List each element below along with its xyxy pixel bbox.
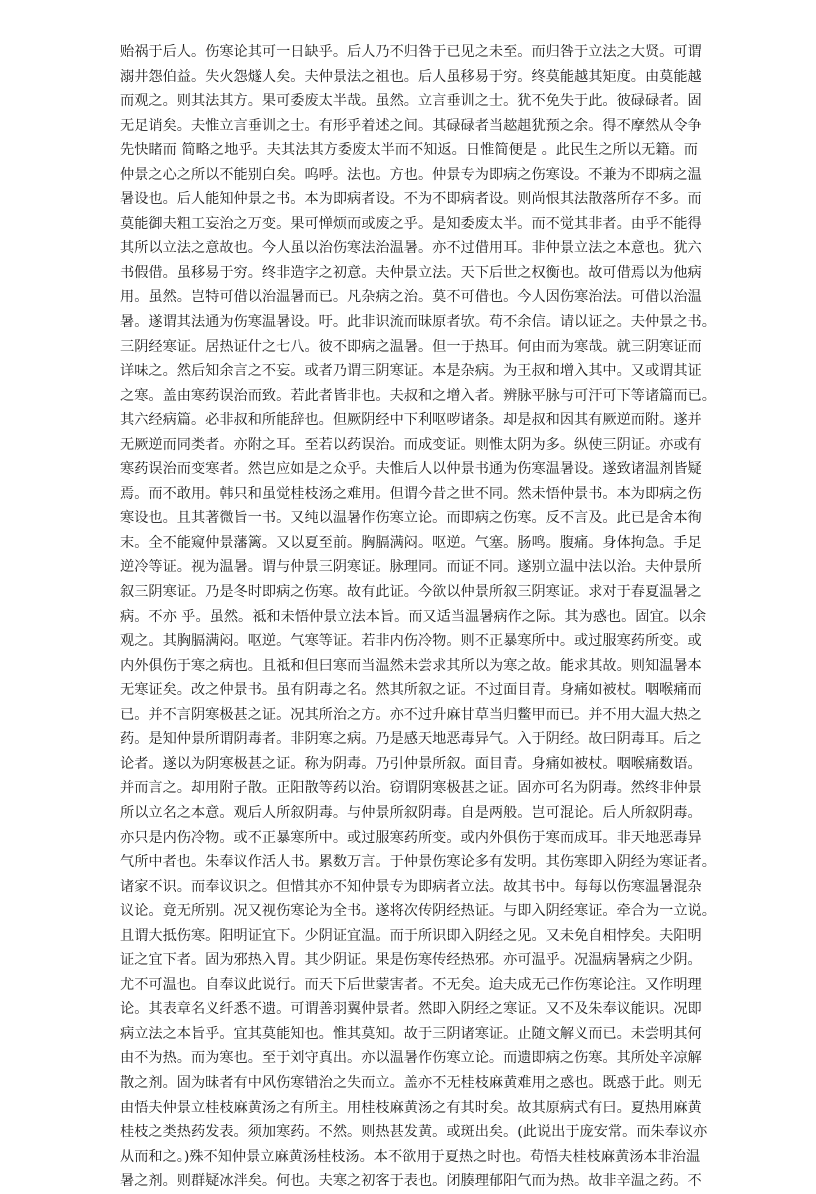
text-line: 逆冷等证。视为温暑。谓与仲景三阴寒证。脉理同。而证不同。遂别立温中法以治。夫仲景所 bbox=[120, 559, 702, 576]
text-line: 其所以立法之意故也。今人虽以治伤寒法治温暑。亦不过借用耳。非仲景立法之本意也。犹六 bbox=[120, 240, 702, 257]
text-line: 溺井怨伯益。失火怨燧人矣。夫仲景法之祖也。后人虽移易于穷。终莫能越其矩度。由莫能越 bbox=[120, 68, 702, 85]
text-line: 叙三阴寒证。乃是冬时即病之伤寒。故有此证。今欲以仲景所叙三阴寒证。求对于春夏温暑之 bbox=[120, 584, 702, 601]
text-line: 无厥逆而同类者。亦附之耳。至若以药误治。而成变证。则惟太阴为多。纵使三阴证。亦或有 bbox=[120, 436, 702, 453]
text-line: 证之宜下者。固为邪热入胃。其少阴证。果是伤寒传经热邪。亦可温乎。况温病暑病之少阴。 bbox=[120, 952, 702, 969]
text-line: 诸家不识。而奉议识之。但惜其亦不知仲景专为即病者立法。故其书中。每每以伤寒温暑混杂 bbox=[120, 878, 702, 895]
text-line: 仲景之心之所以不能别白矣。呜呼。法也。方也。仲景专为即病之伤寒设。不兼为不即病之温 bbox=[120, 166, 702, 183]
text-line: 已。并不言阴寒极甚之证。况其所治之方。亦不过升麻甘草当归鳖甲而已。并不用大温大热之 bbox=[120, 706, 702, 723]
text-line: 无足诮矣。夫惟立言垂训之士。有形乎着述之间。其碌碌者当趑趄犹预之余。得不摩然从令争 bbox=[120, 117, 702, 134]
text-line: 之寒。盖由寒药误治而致。若此者皆非也。夫叔和之增入者。辨脉平脉与可汗可下等诸篇而已。 bbox=[120, 387, 716, 404]
text-line: 详味之。然后知余言之不妄。或者乃谓三阴寒证。本是杂病。为王叔和增入其中。又或谓其证 bbox=[120, 363, 702, 380]
text-line: 而观之。则其法其方。果可委废太半哉。虽然。立言垂训之士。犹不免失于此。彼碌碌者。固 bbox=[120, 93, 702, 110]
text-line: 其六经病篇。必非叔和所能辞也。但厥阴经中下利呕哕诸条。却是叔和因其有厥逆而附。遂并 bbox=[120, 412, 702, 429]
text-line: 论。其表章名义纤悉不遗。可谓善羽翼仲景者。然即入阴经之寒证。又不及朱奉议能识。况即 bbox=[120, 1001, 702, 1018]
text-line: 由悟夫仲景立桂枝麻黄汤之有所主。用桂枝麻黄汤之有其时矣。故其原病式有曰。夏热用麻黄 bbox=[120, 1099, 702, 1116]
text-line: 散之剂。固为昧者有中风伤寒错治之失而立。盖亦不无桂枝麻黄难用之惑也。既惑于此。则无 bbox=[120, 1074, 702, 1091]
text-line: 病立法之本旨乎。宜其莫能知也。惟其莫知。故于三阴诸寒证。止随文解义而已。未尝明其何 bbox=[120, 1025, 702, 1042]
text-line: 议论。竟无所别。况又视伤寒论为全书。遂将次传阴经热证。与即入阴经寒证。牵合为一立说。 bbox=[120, 903, 716, 920]
text-line: 亦只是内伤冷物。或不正暴寒所中。或过服寒药所变。或内外俱伤于寒而成耳。非天地恶毒异 bbox=[120, 829, 702, 846]
text-line: 三阴经寒证。居热证什之七八。彼不即病之温暑。但一于热耳。何由而为寒哉。就三阴寒证而 bbox=[120, 338, 702, 355]
text-line: 桂枝之类热药发表。须加寒药。不然。则热甚发黄。或斑出矣。(此说出于庞安常。而朱奉议亦 bbox=[120, 1124, 708, 1141]
text-line: 从而和之。)殊不知仲景立麻黄汤桂枝汤。本不欲用于夏热之时也。苟悟夫桂枝麻黄汤本非治温 bbox=[120, 1148, 701, 1165]
text-line: 无寒证矣。改之仲景书。虽有阴毒之名。然其所叙之证。不过面目青。身痛如被杖。咽喉痛而 bbox=[120, 682, 702, 699]
text-line: 尤不可温也。自奉议此说行。而天下后世蒙害者。不无矣。迨夫成无己作伤寒论注。又作明理 bbox=[120, 976, 702, 993]
text-line: 论者。遂以为阴寒极甚之证。称为阴毒。乃引仲景所叙。面目青。身痛如被杖。咽喉痛数语。 bbox=[120, 755, 702, 772]
text-line: 且谓大抵伤寒。阳明证宜下。少阴证宜温。而于所识即入阴经之见。又未免自相悖矣。夫阳明 bbox=[120, 927, 702, 944]
document-page bbox=[120, 40, 716, 1190]
text-line: 药。是知仲景所谓阴毒者。非阴寒之病。乃是感天地恶毒异气。入于阴经。故曰阴毒耳。后之 bbox=[120, 731, 702, 748]
text-line: 并而言之。却用附子散。正阳散等药以治。窃谓阴寒极甚之证。固亦可名为阴毒。然终非仲景 bbox=[120, 780, 702, 797]
text-line: 用。虽然。岂特可借以治温暑而已。凡杂病之治。莫不可借也。今人因伤寒治法。可借以治温 bbox=[120, 289, 702, 306]
text-line: 所以立名之本意。观后人所叙阴毒。与仲景所叙阴毒。自是两般。岂可混论。后人所叙阴毒。 bbox=[120, 804, 702, 821]
text-line: 病。不亦 乎。虽然。祗和未悟仲景立法本旨。而又适当温暑病作之际。其为惑也。固宜。以余 bbox=[120, 608, 707, 625]
text-line: 气所中者也。朱奉议作活人书。累数万言。于仲景伤寒论多有发明。其伤寒即入阴经为寒证者。 bbox=[120, 854, 716, 871]
text-line: 末。全不能窥仲景藩篱。又以夏至前。胸膈满闷。呕逆。气塞。肠鸣。腹痛。身体拘急。手足 bbox=[120, 534, 702, 551]
text-line: 内外俱伤于寒之病也。且祗和但曰寒而当温然未尝求其所以为寒之故。能求其故。则知温暑本 bbox=[120, 657, 702, 674]
text-line: 观之。其胸膈满闷。呕逆。气寒等证。若非内伤冷物。则不正暴寒所中。或过服寒药所变。或 bbox=[120, 633, 702, 650]
text-line: 寒药误治而变寒者。然岂应如是之众乎。夫惟后人以仲景书通为伤寒温暑设。遂致诸温剂皆疑 bbox=[120, 461, 702, 478]
text-line: 寒设也。且其著微旨一书。又纯以温暑作伤寒立论。而即病之伤寒。反不言及。此已是舍本徇 bbox=[120, 510, 702, 527]
text-line: 书假借。虽移易于穷。终非造字之初意。夫仲景立法。天下后世之权衡也。故可借焉以为他病 bbox=[120, 264, 702, 281]
text-line: 先快睹而 简略之地乎。夫其法其方委废太半而不知返。日惟简便是 。此民生之所以无籍。而 bbox=[120, 142, 698, 159]
text-line: 暑设也。后人能知仲景之书。本为即病者设。不为不即病者设。则尚恨其法散落所存不多。而 bbox=[120, 191, 702, 208]
text-line: 莫能御夫粗工妄治之万变。果可惮烦而或废之乎。是知委废太半。而不觉其非者。由乎不能得 bbox=[120, 215, 702, 232]
text-line: 贻祸于后人。伤寒论其可一日缺乎。后人乃不归咎于已见之未至。而归咎于立法之大贤。可谓 bbox=[120, 44, 702, 60]
text-line: 暑。遂谓其法通为伤寒温暑设。吁。此非识流而昧原者欤。苟不余信。请以证之。夫仲景之书。 bbox=[120, 314, 716, 331]
text-line: 暑之剂。则群疑冰泮矣。何也。夫寒之初客于表也。闭腠理郁阳气而为热。故非辛温之药。不 bbox=[120, 1173, 702, 1190]
text-line: 由不为热。而为寒也。至于刘守真出。亦以温暑作伤寒立论。而遗即病之伤寒。其所处辛凉解 bbox=[120, 1050, 702, 1067]
text-line: 焉。而不敢用。韩只和虽觉桂枝汤之难用。但谓今昔之世不同。然未悟仲景书。本为即病之伤 bbox=[120, 485, 702, 502]
